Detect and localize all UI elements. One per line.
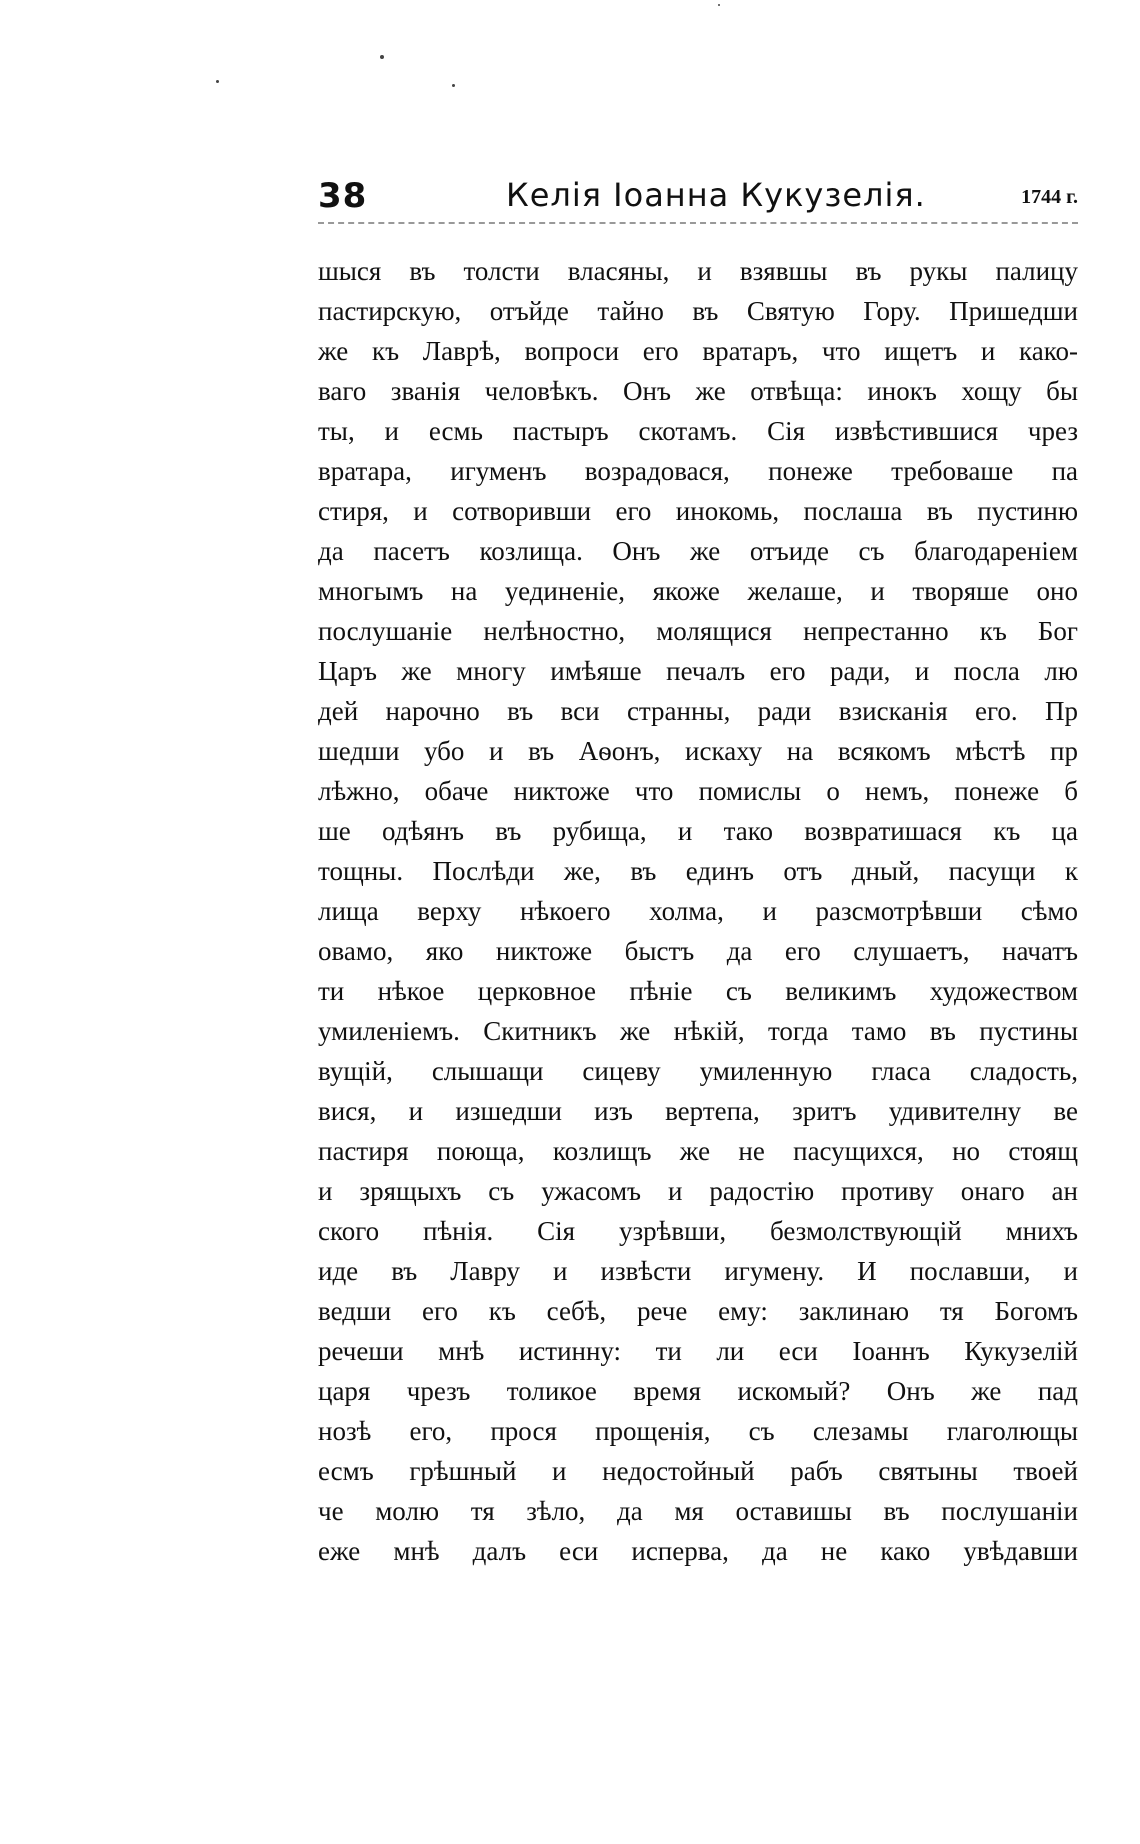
year-marker: 1744 г. [1021,186,1078,208]
text-line: ского пѣнія. Сія узрѣвши, безмолствующій мнихъ [318,1216,1078,1246]
text-line: есмъ грѣшный и недостойный рабъ святыны твоей [318,1456,1078,1486]
text-line: иде въ Лавру и извѣсти игумену. И пославши, и [318,1256,1078,1286]
text-line: че молю тя зѣло, да мя оставишы въ послушаніи [318,1496,1078,1526]
text-line: вися, и изшедши изъ вертепа, зритъ удивителну ве [318,1096,1078,1126]
text-line: шедши убо и въ Аѳонъ, искаху на всякомъ мѣстѣ пр [318,736,1078,766]
text-line: многымъ на уединеніе, якоже желаше, и творяше оно [318,576,1078,606]
text-line: пастиря поюща, козлищъ же не пасущихся, но стоящ [318,1136,1078,1166]
text-line: лища верху нѣкоего холма, и разсмотрѣвши сѣмо [318,896,1078,926]
page-speck [216,80,219,83]
text-line: послушаніе нелѣностно, молящися непрестанно къ Бог [318,616,1078,646]
text-line: ведши его къ себѣ, рече ему: заклинаю тя Богомъ [318,1296,1078,1326]
text-line: ваго званія человѣкъ. Онъ же отвѣща: инокъ хощу бы [318,376,1078,406]
page-number: 38 [318,176,368,216]
page-speck [452,84,455,87]
text-line: умиленіемъ. Скитникъ же нѣкій, тогда тамо въ пустины [318,1016,1078,1046]
page-speck [380,55,384,59]
page-speck [718,4,720,6]
page-header [318,176,1078,226]
text-line: и зрящыхъ съ ужасомъ и радостію противу онаго ан [318,1176,1078,1206]
text-line: ти нѣкое церковное пѣніе съ великимъ художеством [318,976,1078,1006]
text-line: вущій, слышащи сицеву умиленную гласа сладость, [318,1056,1078,1086]
text-line: Царъ же многу имѣяше печалъ его ради, и посла лю [318,656,1078,686]
body-text [318,251,1078,1611]
text-line: стиря, и сотворивши его инокомь, послаша въ пустиню [318,496,1078,526]
text-line: да пасетъ козлища. Онъ же отъиде съ благодареніем [318,536,1078,566]
text-line: вратара, игуменъ возрадовася, понеже требоваше па [318,456,1078,486]
text-line: тощны. Послѣди же, въ единъ отъ дный, пасущи к [318,856,1078,886]
text-line: лѣжно, обаче никтоже что помислы о немъ, понеже б [318,776,1078,806]
text-line: еже мнѣ далъ еси исперва, да не како увѣдавши [318,1536,1078,1566]
running-title: Келія Іоанна Кукузелія. [506,176,926,214]
text-line: царя чрезъ толикое время искомый? Онъ же пад [318,1376,1078,1406]
text-line: пастирскую, отъйде тайно въ Святую Гору. Пришедши [318,296,1078,326]
text-line: речеши мнѣ истинну: ти ли еси Іоаннъ Кукузелій [318,1336,1078,1366]
text-line: овамо, яко никтоже быстъ да его слушаетъ, начатъ [318,936,1078,966]
text-line: нозѣ его, прося прощенія, съ слезамы глаголющы [318,1416,1078,1446]
text-line: дей нарочно въ вси странны, ради взисканія его. Пр [318,696,1078,726]
text-line: ше одѣянъ въ рубища, и тако возвратишася къ ца [318,816,1078,846]
text-line: ты, и есмь пастыръ скотамъ. Сія извѣстившися чрез [318,416,1078,446]
header-rule [318,222,1078,224]
text-line: шыся въ толсти власяны, и взявшы въ рукы палицу [318,256,1078,286]
text-line: же къ Лаврѣ, вопроси его вратаръ, что ищетъ и како- [318,336,1078,366]
